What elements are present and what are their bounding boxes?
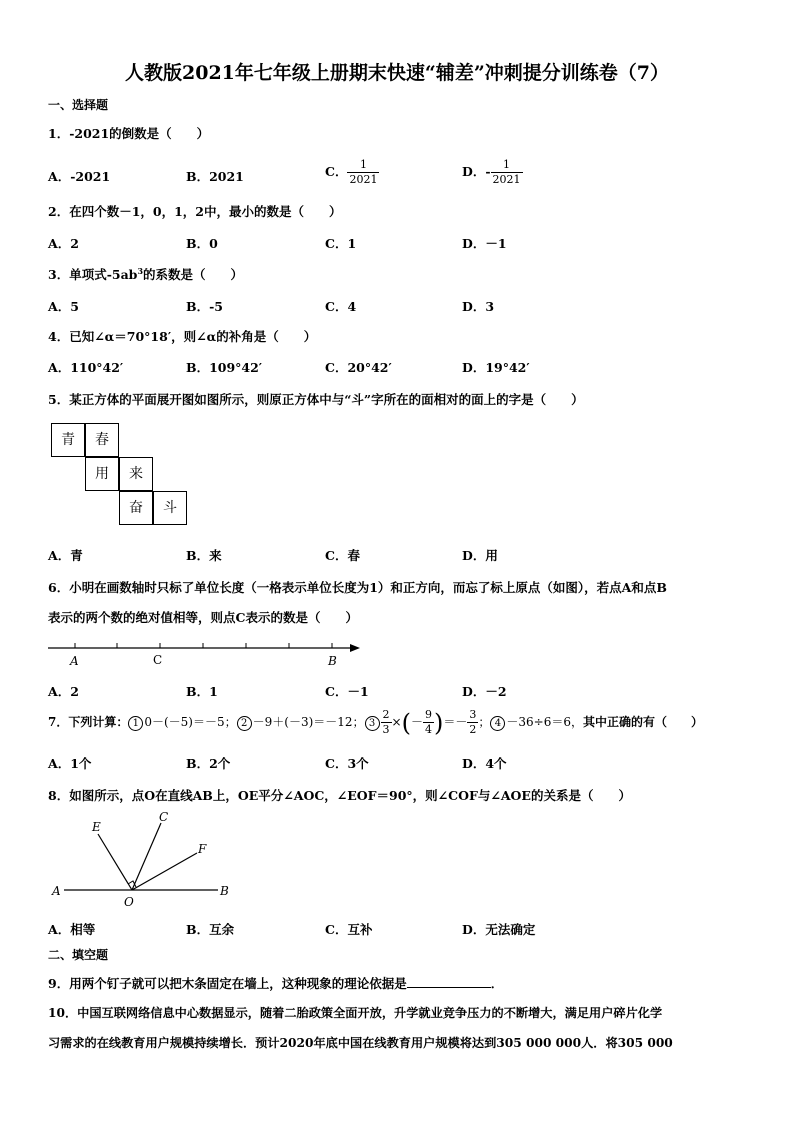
q1-option-d — [462, 158, 523, 187]
q2-option-d: D．－1 — [462, 236, 507, 251]
equals-sign: ＝－ — [443, 715, 468, 729]
q6-option-c: C．－1 — [325, 684, 369, 699]
q3-option-d: D．3 — [462, 299, 495, 314]
numerator: 9 — [425, 708, 432, 721]
net-cell: 用 — [85, 457, 119, 491]
minus-sign: － — [410, 715, 423, 729]
semicolon: ； — [478, 715, 491, 729]
denominator: 2021 — [349, 173, 378, 186]
denominator: 4 — [425, 723, 432, 736]
q7-option-a: A．1个 — [48, 756, 92, 771]
paren-open: ( — [401, 708, 411, 737]
ray-of — [132, 853, 197, 890]
net-cell: 来 — [119, 457, 153, 491]
q2-option-b: B．0 — [186, 236, 218, 251]
item-2-marker: 2 — [237, 716, 252, 731]
label-c: C — [159, 810, 169, 824]
question-2-stem: 2．在四个数－1，0，1，2中，最小的数是（ ） — [48, 204, 342, 219]
label-e: E — [92, 820, 101, 834]
numerator: 2 — [382, 708, 390, 721]
q8-option-d: D．无法确定 — [462, 922, 536, 937]
q6-option-b: B．1 — [186, 684, 218, 699]
q7-item-4: －36÷6＝6， — [506, 715, 584, 729]
question-5-stem: 5．某正方体的平面展开图如图所示，则原正方体中与“斗”字所在的面相对的面上的字是（ ） — [48, 392, 584, 407]
q1-option-b: B．2021 — [186, 169, 244, 184]
q7-tail: 其中正确的有（ ） — [583, 715, 704, 729]
numerator: 3 — [469, 708, 477, 721]
q4-option-c: C．20°42′ — [325, 360, 392, 375]
q3-stem-post: 的系数是（ ） — [143, 267, 244, 282]
question-8-stem: 8．如图所示，点O在直线AB上，OE平分∠AOC，∠EOF＝90°，则∠COF与∠AOE的关系是（ ） — [48, 788, 631, 803]
question-4-stem: 4．已知∠α＝70°18′，则∠α的补角是（ ） — [48, 329, 317, 344]
q1-option-c — [325, 158, 379, 187]
denominator: 2 — [469, 723, 477, 736]
numerator: 1 — [359, 158, 367, 171]
q8-option-c: C．互补 — [325, 922, 373, 937]
net-cell: 奋 — [119, 491, 153, 525]
q1-option-c-prefix: C． — [325, 164, 348, 179]
q7-option-b: B．2个 — [186, 756, 231, 771]
exponent: 3 — [137, 265, 144, 276]
item-1-marker: 1 — [128, 716, 143, 731]
q2-option-c: C．1 — [325, 236, 357, 251]
denominator: 2021 — [492, 173, 521, 186]
point-b-label: B — [328, 654, 337, 668]
q5-option-c: C．春 — [325, 548, 360, 563]
question-3-stem — [48, 265, 243, 283]
tick-marks — [75, 643, 332, 648]
question-1-stem: 1．-2021的倒数是（ ） — [48, 126, 210, 141]
net-cell: 青 — [51, 423, 85, 457]
label-o: O — [124, 895, 134, 909]
q9-end: ． — [490, 976, 504, 991]
question-6-stem-line1: 6．小明在画数轴时只标了单位长度（一格表示单位长度为1）和正方向，而忘了标上原点（如图），若点A和点B — [48, 580, 667, 595]
item-3-marker: 3 — [365, 716, 380, 731]
q1-option-a: A．-2021 — [48, 169, 111, 184]
question-9-stem — [48, 974, 503, 992]
label-f: F — [198, 842, 207, 856]
question-7-stem — [48, 708, 703, 737]
denominator: 3 — [382, 723, 390, 736]
q7-lead: 7．下列计算： — [48, 715, 129, 729]
section-heading-fill: 二、填空题 — [48, 948, 109, 962]
fraction — [467, 708, 478, 737]
q7-option-c: C．3个 — [325, 756, 369, 771]
ray-oe — [98, 834, 132, 890]
point-c-label: C — [153, 653, 163, 667]
question-10-line2: 习需求的在线教育用户规模持续增长．预计2020年底中国在线教育用户规模将达到305 000 000人．将305 000 — [48, 1036, 673, 1050]
paren-close: ) — [434, 708, 444, 737]
fraction — [423, 708, 434, 737]
q8-option-b: B．互余 — [186, 922, 235, 937]
point-a-label: A — [70, 654, 79, 668]
question-10-line1: 10．中国互联网络信息中心数据显示，随着二胎政策全面开放，升学就业竞争压力的不断增大，满足用户碎片化学 — [48, 1006, 663, 1020]
answer-blank — [407, 975, 491, 988]
q3-option-c: C．4 — [325, 299, 357, 314]
q2-option-a: A．2 — [48, 236, 79, 251]
q5-option-b: B．来 — [186, 548, 222, 563]
ray-oc — [132, 823, 161, 890]
q6-option-d: D．－2 — [462, 684, 507, 699]
q7-option-d: D．4个 — [462, 756, 507, 771]
net-cell: 斗 — [153, 491, 187, 525]
fraction — [347, 158, 379, 187]
arrow-head — [350, 644, 360, 652]
q4-option-d: D．19°42′ — [462, 360, 530, 375]
number-line-figure — [44, 636, 364, 670]
q7-item-2: －9＋(－3)＝－12； — [252, 715, 365, 729]
question-6-stem-line2: 表示的两个数的绝对值相等，则点C表示的数是（ ） — [48, 610, 358, 625]
label-b: B — [220, 884, 229, 898]
q9-text: 9．用两个钉子就可以把木条固定在墙上，这种现象的理论依据是 — [48, 976, 407, 991]
q1-option-d-prefix: D．- — [462, 164, 491, 179]
page-title: 人教版2021年七年级上册期末快速“辅差”冲刺提分训练卷（7） — [125, 62, 669, 84]
net-cell: 春 — [85, 423, 119, 457]
label-a: A — [52, 884, 61, 898]
q8-option-a: A．相等 — [48, 922, 96, 937]
q4-option-a: A．110°42′ — [48, 360, 124, 375]
q3-stem-pre: 3．单项式-5ab — [48, 267, 138, 282]
q5-option-a: A．青 — [48, 548, 83, 563]
fraction — [381, 708, 392, 737]
numerator: 1 — [503, 158, 511, 171]
q7-item-1: 0－(－5)＝－5； — [144, 715, 237, 729]
section-heading-choice: 一、选择题 — [48, 98, 109, 112]
fraction — [491, 158, 523, 187]
times-sign: × — [391, 715, 402, 729]
angle-figure — [46, 808, 246, 912]
item-4-marker: 4 — [490, 716, 505, 731]
q6-option-a: A．2 — [48, 684, 79, 699]
q3-option-b: B．-5 — [186, 299, 223, 314]
q4-option-b: B．109°42′ — [186, 360, 263, 375]
q5-option-d: D．用 — [462, 548, 498, 563]
q3-option-a: A．5 — [48, 299, 79, 314]
